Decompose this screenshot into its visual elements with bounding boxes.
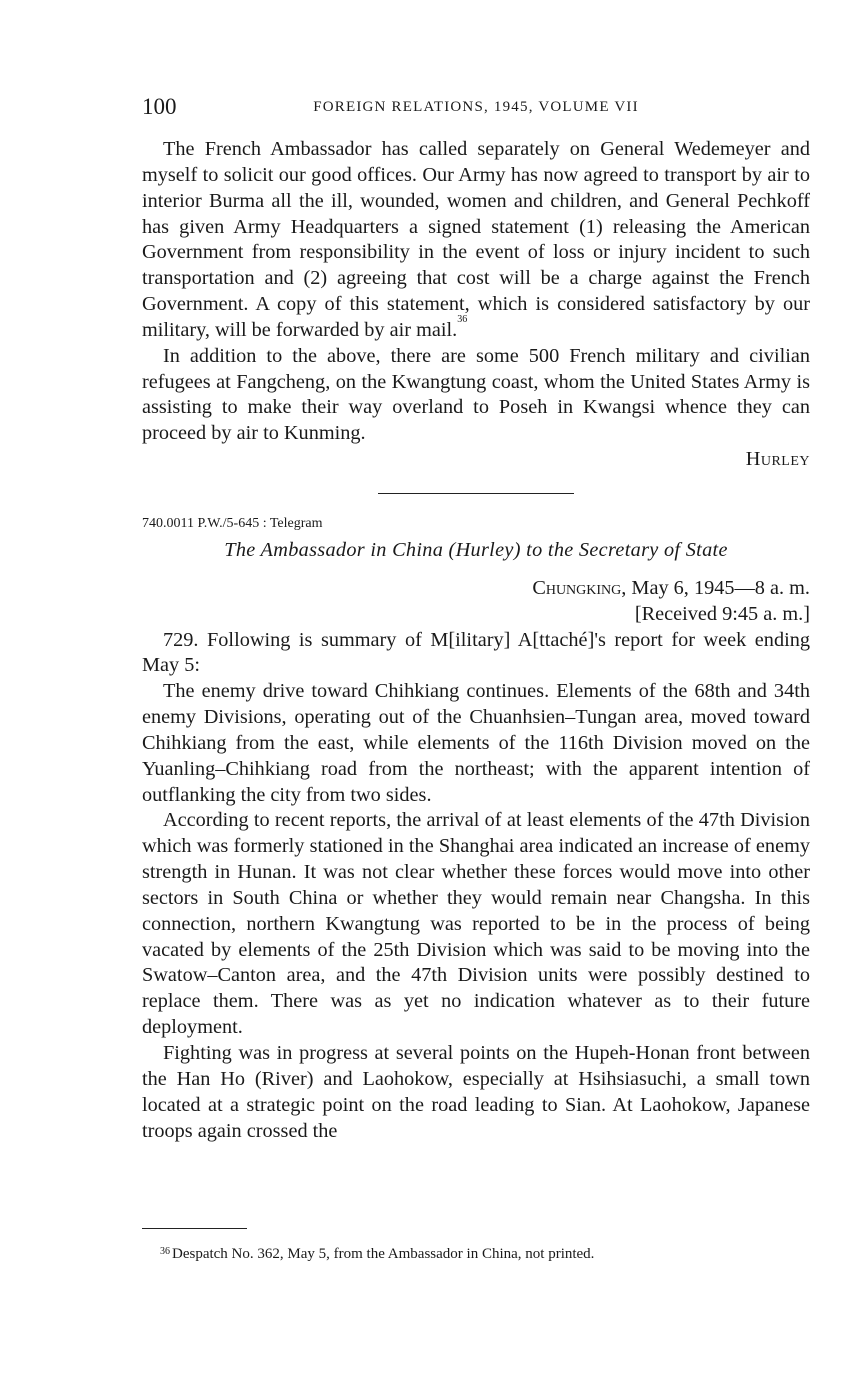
dateline-place: Chungking: [532, 576, 622, 599]
paragraph: In addition to the above, there are some 500 French military and civilian refugees at Fangcheng, on the Kwangtung coast, whom the United States Army is assisting to make their way overland to Poseh in Kwangsi whence they can proceed by air to Kunming.: [142, 344, 810, 445]
running-title: FOREIGN RELATIONS, 1945, VOLUME VII: [313, 99, 639, 115]
footnote: [160, 1244, 810, 1264]
dateline-date: , May 6, 1945—8 a. m.: [621, 576, 810, 599]
paragraph: Fighting was in progress at several points on the Hupeh-Honan front between the Han Ho (River) and Laohokow, especially at Hsihsiasuchi, a small town located at a strategic point on the road leading to Sian. At Laohokow, Japanese troops again crossed the: [142, 1042, 810, 1142]
document-title: The Ambassador in China (Hurley) to the Secretary of State: [224, 538, 728, 561]
running-head: [142, 94, 810, 124]
paragraph: According to recent reports, the arrival of at least elements of the 47th Division which was formerly stationed in the Shanghai area indicated an increase of enemy strength in Hunan. It was not clear whether these forces would move into other sectors in South China or whether they would remain near Changsha. In this connection, northern Kwangtung was reported to be in the process of being vacated by elements of the 25th Division which was said to be moving into the Swatow–Canton area, and the 47th Division units were possibly destined to replace them. There was as yet no indication whatever as to their future deployment.: [142, 809, 810, 1039]
footnote-marker: 36: [160, 1246, 170, 1257]
footnote-divider: [142, 1228, 247, 1229]
paragraph: 729. Following is summary of M[ilitary] A[ttaché]'s report for week ending May 5:: [142, 628, 810, 677]
page-number: 100: [142, 94, 177, 119]
footnote-text: Despatch No. 362, May 5, from the Ambassador in China, not printed.: [172, 1246, 595, 1262]
signature: Hurley: [745, 448, 810, 471]
body-text: [142, 137, 810, 1144]
footnote-reference[interactable]: 36: [457, 313, 468, 325]
dateline: [142, 576, 810, 602]
paragraph: The enemy drive toward Chihkiang continues. Elements of the 68th and 34th enemy Divisions, operating out of the Chuanhsien–Tungan area, moved toward Chihkiang from the east, while elements of the 116th Division moved on the Yuanling–Chihkiang road from the northeast; with the apparent intention of outflanking the city from two sides.: [142, 680, 810, 806]
section-divider: [378, 493, 574, 494]
paragraph: The French Ambassador has called separately on General Wedemeyer and myself to solicit our good offices. Our Army has now agreed to transport by air to interior Burma all the ill, wounded, women and children, and General Pechkoff has given Army Headquarters a signed statement (1) releasing the American Government from responsibility in the event of loss or injury incident to such transportation and (2) agreeing that cost will be a charge against the French Government. A copy of this statement, which is considered satisfactory by our military, will be forwarded by air mail.$^{36}$: [142, 138, 810, 341]
received-note: [Received 9:45 a. m.]: [634, 602, 810, 625]
file-reference: 740.0011 P.W./5-645 : Telegram: [142, 515, 323, 531]
